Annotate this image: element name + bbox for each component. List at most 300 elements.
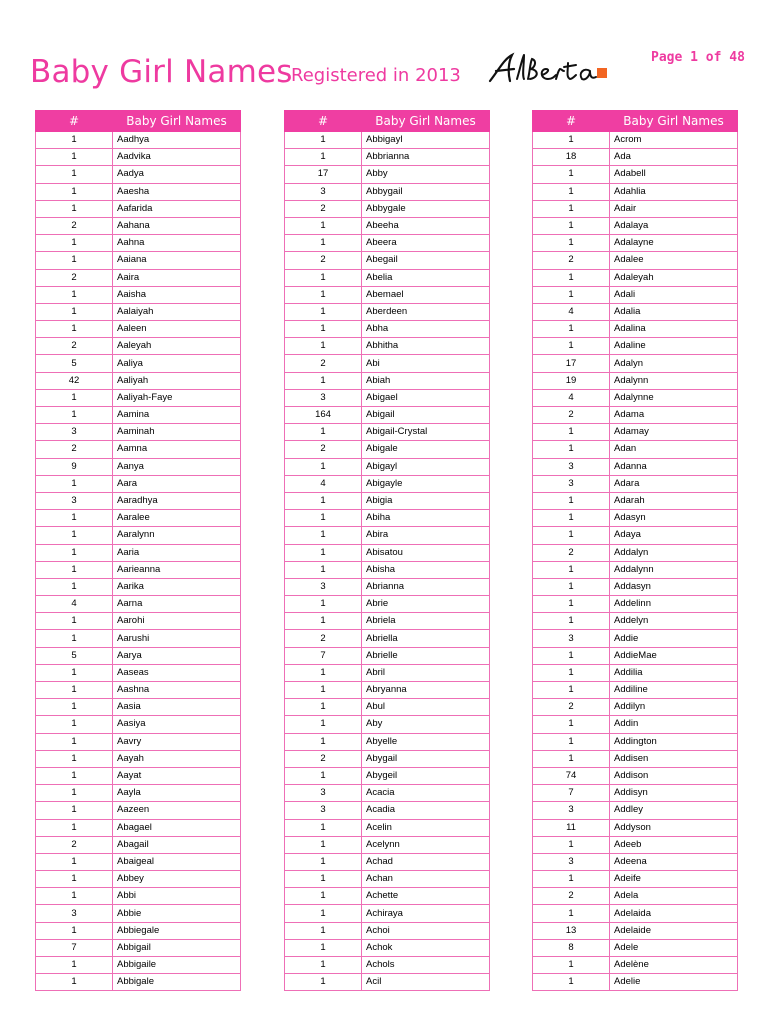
name-count: 1: [285, 132, 362, 149]
baby-name: Acelin: [362, 819, 490, 836]
baby-name: Aashna: [113, 682, 241, 699]
table-row: [533, 699, 738, 716]
name-count: 3: [533, 458, 610, 475]
baby-name: Aaminah: [113, 424, 241, 441]
table-row: [533, 355, 738, 372]
table-row: [533, 252, 738, 269]
baby-name: Aarya: [113, 647, 241, 664]
baby-name: Adaya: [610, 527, 738, 544]
baby-name: Abbi: [113, 888, 241, 905]
name-count: 1: [36, 544, 113, 561]
baby-name: Abigail-Crystal: [362, 424, 490, 441]
baby-name: Abrielle: [362, 647, 490, 664]
table-row: [533, 407, 738, 424]
baby-name: Abemael: [362, 286, 490, 303]
baby-name: Abeera: [362, 235, 490, 252]
baby-name: Adamay: [610, 424, 738, 441]
name-count: 9: [36, 458, 113, 475]
baby-name: Abbygail: [362, 183, 490, 200]
table-row: [533, 682, 738, 699]
name-count: 1: [533, 561, 610, 578]
baby-name: Adair: [610, 200, 738, 217]
names-table: [284, 110, 490, 991]
baby-name: Aazeen: [113, 802, 241, 819]
baby-name: Addie: [610, 630, 738, 647]
table-row: [36, 613, 241, 630]
table-row: [533, 630, 738, 647]
baby-name: Adalayne: [610, 235, 738, 252]
name-count: 1: [36, 767, 113, 784]
name-count: 1: [533, 424, 610, 441]
name-count: 1: [285, 561, 362, 578]
names-column-3: [532, 110, 738, 991]
name-count: 3: [36, 492, 113, 509]
name-count: 1: [36, 183, 113, 200]
baby-name: Aasia: [113, 699, 241, 716]
page-number: Page 1 of 48: [651, 50, 745, 65]
table-row: [285, 664, 490, 681]
table-row: [533, 544, 738, 561]
baby-name: Abisha: [362, 561, 490, 578]
baby-name: Adalee: [610, 252, 738, 269]
baby-name: Adaline: [610, 338, 738, 355]
baby-name: Adalyn: [610, 355, 738, 372]
baby-name: Addasyn: [610, 578, 738, 595]
name-count: 1: [533, 578, 610, 595]
baby-name: Aalaiyah: [113, 303, 241, 320]
baby-name: Abaigeal: [113, 853, 241, 870]
baby-name: Adelie: [610, 974, 738, 991]
table-row: [533, 664, 738, 681]
baby-name: Aadya: [113, 166, 241, 183]
name-count: 1: [533, 682, 610, 699]
baby-name: Addalynn: [610, 561, 738, 578]
table-row: [533, 527, 738, 544]
name-count: 1: [36, 510, 113, 527]
table-row: [533, 235, 738, 252]
baby-name: Addison: [610, 767, 738, 784]
table-row: [285, 785, 490, 802]
table-row: [36, 785, 241, 802]
baby-name: Aasiya: [113, 716, 241, 733]
baby-name: Abiah: [362, 372, 490, 389]
name-count: 2: [533, 544, 610, 561]
name-count: 1: [533, 957, 610, 974]
count-header: #: [285, 111, 362, 132]
name-count: 2: [36, 836, 113, 853]
table-row: [36, 699, 241, 716]
name-count: 1: [285, 596, 362, 613]
baby-name: AddieMae: [610, 647, 738, 664]
baby-name: Addisyn: [610, 785, 738, 802]
table-row: [533, 441, 738, 458]
table-row: [285, 407, 490, 424]
baby-name: Adara: [610, 475, 738, 492]
baby-name: Aaradhya: [113, 492, 241, 509]
table-row: [533, 802, 738, 819]
name-header: Baby Girl Names: [362, 111, 490, 132]
table-row: [533, 286, 738, 303]
table-row: [533, 836, 738, 853]
name-count: 1: [36, 613, 113, 630]
baby-name: Abbie: [113, 905, 241, 922]
baby-name: Abegail: [362, 252, 490, 269]
baby-name: Aaiana: [113, 252, 241, 269]
name-count: 1: [533, 613, 610, 630]
table-row: [36, 217, 241, 234]
table-row: [285, 149, 490, 166]
name-count: 1: [533, 183, 610, 200]
name-count: 1: [36, 149, 113, 166]
table-row: [285, 647, 490, 664]
name-count: 74: [533, 767, 610, 784]
table-row: [285, 596, 490, 613]
table-row: [285, 510, 490, 527]
baby-name: Addelyn: [610, 613, 738, 630]
table-row: [285, 475, 490, 492]
baby-name: Acrom: [610, 132, 738, 149]
name-count: 5: [36, 355, 113, 372]
table-row: [36, 871, 241, 888]
name-count: 1: [36, 785, 113, 802]
names-column-2: [284, 110, 490, 991]
name-count: 1: [285, 767, 362, 784]
baby-name: Aamna: [113, 441, 241, 458]
baby-name: Adali: [610, 286, 738, 303]
table-row: [36, 819, 241, 836]
table-row: [533, 613, 738, 630]
name-count: 1: [285, 372, 362, 389]
baby-name: Aahana: [113, 217, 241, 234]
table-row: [533, 819, 738, 836]
baby-name: Adeife: [610, 871, 738, 888]
alberta-logo: [484, 49, 624, 89]
table-row: [285, 871, 490, 888]
name-count: 1: [36, 286, 113, 303]
table-row: [285, 286, 490, 303]
table-row: [285, 269, 490, 286]
table-row: [36, 853, 241, 870]
page-header: [0, 0, 768, 105]
name-header: Baby Girl Names: [113, 111, 241, 132]
name-count: 1: [285, 819, 362, 836]
table-row: [285, 561, 490, 578]
name-count: 3: [285, 183, 362, 200]
baby-name: Adelène: [610, 957, 738, 974]
name-count: 1: [36, 389, 113, 406]
name-header: Baby Girl Names: [610, 111, 738, 132]
baby-name: Abagael: [113, 819, 241, 836]
baby-name: Abby: [362, 166, 490, 183]
name-count: 1: [533, 527, 610, 544]
baby-name: Aaria: [113, 544, 241, 561]
name-count: 1: [36, 888, 113, 905]
table-row: [285, 716, 490, 733]
baby-name: Aaira: [113, 269, 241, 286]
table-row: [533, 888, 738, 905]
table-row: [36, 957, 241, 974]
table-row: [36, 166, 241, 183]
name-count: 1: [533, 200, 610, 217]
name-count: 2: [36, 338, 113, 355]
baby-name: Ada: [610, 149, 738, 166]
name-count: 2: [36, 269, 113, 286]
names-column-1: [35, 110, 241, 991]
table-row: [285, 424, 490, 441]
name-count: 3: [36, 905, 113, 922]
baby-name: Aarika: [113, 578, 241, 595]
baby-name: Aaralee: [113, 510, 241, 527]
baby-name: Aaliyah-Faye: [113, 389, 241, 406]
table-row: [36, 939, 241, 956]
table-row: [533, 561, 738, 578]
name-count: 1: [533, 733, 610, 750]
baby-name: Abhitha: [362, 338, 490, 355]
name-count: 2: [533, 888, 610, 905]
name-count: 1: [533, 321, 610, 338]
table-row: [533, 183, 738, 200]
name-count: 1: [36, 871, 113, 888]
baby-name: Adelaida: [610, 905, 738, 922]
names-table: [35, 110, 241, 991]
name-count: 3: [533, 802, 610, 819]
table-row: [36, 767, 241, 784]
table-row: [285, 699, 490, 716]
name-count: 2: [285, 750, 362, 767]
table-row: [36, 149, 241, 166]
name-count: 4: [285, 475, 362, 492]
name-count: 1: [285, 544, 362, 561]
name-count: 1: [36, 578, 113, 595]
baby-name: Achok: [362, 939, 490, 956]
table-row: [36, 200, 241, 217]
name-count: 4: [533, 389, 610, 406]
baby-name: Addilyn: [610, 699, 738, 716]
name-count: 1: [36, 802, 113, 819]
baby-name: Adasyn: [610, 510, 738, 527]
baby-name: Abul: [362, 699, 490, 716]
table-row: [36, 888, 241, 905]
table-row: [285, 458, 490, 475]
table-row: [285, 183, 490, 200]
baby-name: Addiline: [610, 682, 738, 699]
table-row: [36, 733, 241, 750]
table-row: [533, 338, 738, 355]
baby-name: Achiraya: [362, 905, 490, 922]
table-row: [36, 183, 241, 200]
table-row: [285, 578, 490, 595]
baby-name: Abigayl: [362, 458, 490, 475]
name-count: 2: [285, 441, 362, 458]
table-row: [36, 235, 241, 252]
baby-name: Abiha: [362, 510, 490, 527]
baby-name: Abbigale: [113, 974, 241, 991]
table-row: [285, 802, 490, 819]
table-row: [285, 939, 490, 956]
baby-name: Adaleyah: [610, 269, 738, 286]
name-count: 1: [533, 235, 610, 252]
baby-name: Achad: [362, 853, 490, 870]
baby-name: Addelinn: [610, 596, 738, 613]
table-row: [285, 303, 490, 320]
baby-name: Abi: [362, 355, 490, 372]
name-count: 1: [285, 458, 362, 475]
name-count: 1: [533, 132, 610, 149]
name-count: 1: [533, 286, 610, 303]
name-count: 1: [36, 235, 113, 252]
baby-name: Abha: [362, 321, 490, 338]
table-row: [533, 733, 738, 750]
table-row: [285, 132, 490, 149]
baby-name: Aadhya: [113, 132, 241, 149]
name-count: 1: [36, 475, 113, 492]
table-row: [533, 132, 738, 149]
table-row: [36, 664, 241, 681]
name-count: 1: [285, 716, 362, 733]
baby-name: Aaliyah: [113, 372, 241, 389]
name-count: 2: [285, 630, 362, 647]
baby-name: Abigayle: [362, 475, 490, 492]
table-row: [36, 527, 241, 544]
name-count: 1: [36, 974, 113, 991]
count-header: #: [533, 111, 610, 132]
table-row: [533, 974, 738, 991]
table-row: [36, 905, 241, 922]
table-row: [533, 510, 738, 527]
name-count: 1: [36, 561, 113, 578]
table-row: [285, 492, 490, 509]
baby-name: Aaleyah: [113, 338, 241, 355]
name-count: 1: [36, 853, 113, 870]
table-row: [285, 252, 490, 269]
name-count: 3: [533, 853, 610, 870]
name-count: 1: [533, 905, 610, 922]
baby-name: Abbygale: [362, 200, 490, 217]
name-count: 3: [285, 785, 362, 802]
table-row: [285, 922, 490, 939]
table-row: [533, 458, 738, 475]
name-count: 1: [36, 630, 113, 647]
baby-name: Achette: [362, 888, 490, 905]
name-count: 1: [36, 132, 113, 149]
name-count: 1: [285, 424, 362, 441]
name-count: 2: [533, 407, 610, 424]
table-row: [533, 303, 738, 320]
table-row: [36, 252, 241, 269]
baby-name: Aavry: [113, 733, 241, 750]
table-row: [285, 441, 490, 458]
baby-name: Abisatou: [362, 544, 490, 561]
table-row: [533, 853, 738, 870]
table-row: [533, 871, 738, 888]
baby-name: Adalina: [610, 321, 738, 338]
table-row: [36, 510, 241, 527]
baby-name: Abigail: [362, 407, 490, 424]
name-count: 1: [285, 235, 362, 252]
name-count: 42: [36, 372, 113, 389]
name-count: 1: [533, 716, 610, 733]
baby-name: Addington: [610, 733, 738, 750]
name-count: 17: [285, 166, 362, 183]
table-row: [285, 544, 490, 561]
name-count: 13: [533, 922, 610, 939]
name-count: 1: [36, 682, 113, 699]
name-count: 1: [285, 957, 362, 974]
count-header: #: [36, 111, 113, 132]
name-count: 1: [36, 819, 113, 836]
baby-name: Aberdeen: [362, 303, 490, 320]
table-row: [533, 475, 738, 492]
name-count: 17: [533, 355, 610, 372]
name-count: 7: [285, 647, 362, 664]
baby-name: Adalynn: [610, 372, 738, 389]
table-row: [36, 578, 241, 595]
baby-name: Aarohi: [113, 613, 241, 630]
name-count: 1: [285, 613, 362, 630]
name-count: 1: [36, 527, 113, 544]
baby-name: Adama: [610, 407, 738, 424]
table-row: [285, 613, 490, 630]
baby-name: Abyelle: [362, 733, 490, 750]
baby-name: Adele: [610, 939, 738, 956]
baby-name: Acacia: [362, 785, 490, 802]
name-count: 1: [285, 492, 362, 509]
name-count: 1: [285, 321, 362, 338]
table-row: [533, 166, 738, 183]
baby-name: Adelaide: [610, 922, 738, 939]
name-count: 3: [285, 578, 362, 595]
name-count: 7: [533, 785, 610, 802]
name-count: 18: [533, 149, 610, 166]
name-count: 8: [533, 939, 610, 956]
table-row: [36, 716, 241, 733]
table-row: [533, 217, 738, 234]
baby-name: Abbigaile: [113, 957, 241, 974]
table-row: [533, 750, 738, 767]
table-row: [285, 200, 490, 217]
baby-name: Abrie: [362, 596, 490, 613]
table-row: [36, 441, 241, 458]
table-row: [36, 596, 241, 613]
name-count: 1: [36, 303, 113, 320]
name-count: 1: [285, 664, 362, 681]
table-row: [533, 596, 738, 613]
baby-name: Aaleen: [113, 321, 241, 338]
table-row: [285, 819, 490, 836]
logo-square-icon: [597, 68, 607, 78]
table-row: [36, 407, 241, 424]
baby-name: Abigale: [362, 441, 490, 458]
name-count: 1: [36, 922, 113, 939]
name-count: 1: [36, 321, 113, 338]
table-row: [36, 372, 241, 389]
baby-name: Aaseas: [113, 664, 241, 681]
name-count: 1: [285, 269, 362, 286]
baby-name: Aarieanna: [113, 561, 241, 578]
name-count: 1: [285, 871, 362, 888]
name-count: 1: [36, 733, 113, 750]
baby-name: Adalia: [610, 303, 738, 320]
name-count: 164: [285, 407, 362, 424]
name-count: 1: [285, 853, 362, 870]
baby-name: Abbrianna: [362, 149, 490, 166]
name-count: 7: [36, 939, 113, 956]
page-title: Baby Girl Names: [30, 54, 293, 90]
table-row: [36, 492, 241, 509]
table-row: [533, 647, 738, 664]
baby-name: Aaliya: [113, 355, 241, 372]
name-count: 1: [285, 217, 362, 234]
